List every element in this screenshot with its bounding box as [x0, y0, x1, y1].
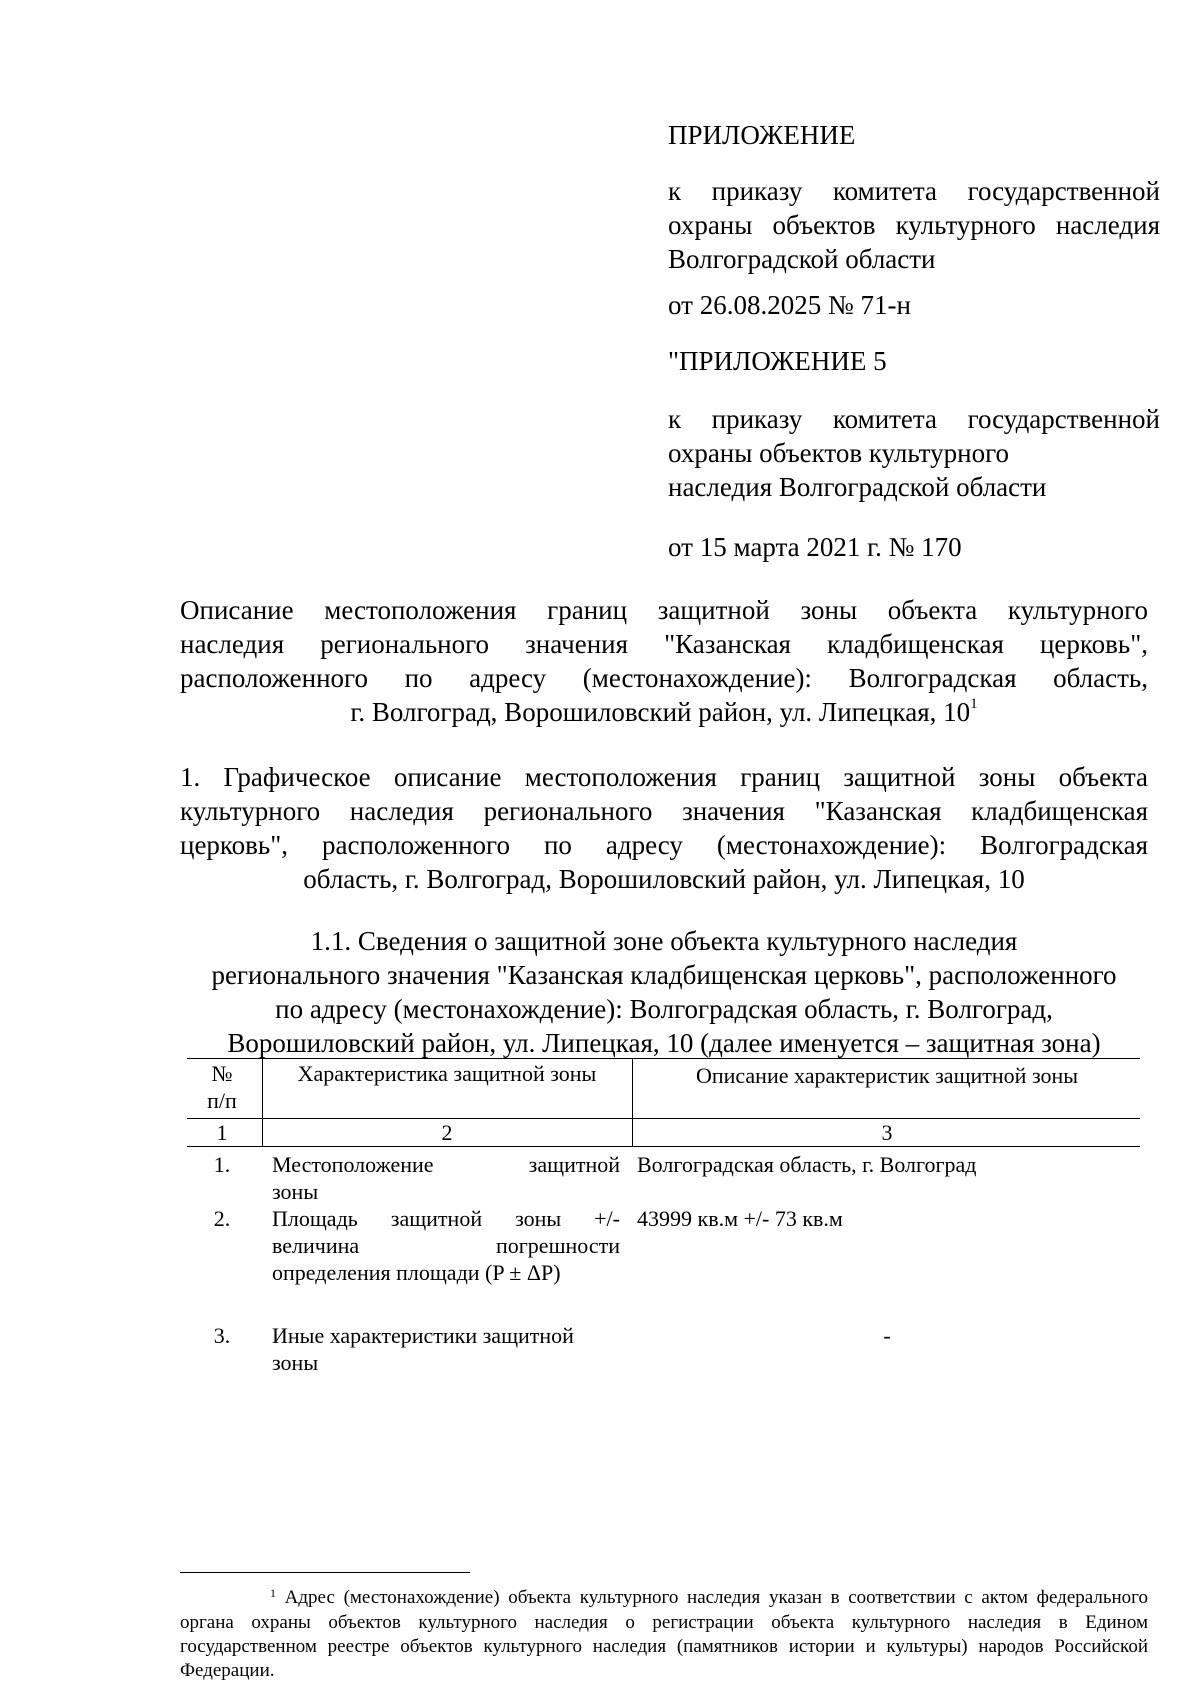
footnote-text: Адрес (местонахождение) объекта культурного наследия указан в соответствии с актом федерального	[284, 1587, 1148, 1608]
order-line: Волгоградской области	[668, 244, 936, 274]
table-row-characteristic	[272, 1151, 620, 1205]
appendix-heading: ПРИЛОЖЕНИЕ	[668, 120, 856, 150]
title-line-last	[180, 695, 1148, 729]
header-number	[187, 1060, 257, 1114]
header-number-line2: п/п	[207, 1088, 237, 1113]
table-row-number: 1.	[213, 1152, 231, 1177]
footnote-line	[180, 1586, 1148, 1611]
section-1-line: культурного наследия регионального значения "Казанская кладбищенская	[180, 796, 1148, 826]
table-row-description: -	[883, 1323, 891, 1348]
footnote-reference[interactable]: 1	[970, 696, 978, 712]
characteristic-line: зоны	[272, 1350, 319, 1375]
order-date: от 26.08.2025 № 71-н	[668, 290, 911, 320]
appendix-reference	[668, 402, 1160, 504]
table-row-number: 3.	[213, 1323, 231, 1348]
characteristic-line: Площадь защитной зоны +/-	[272, 1206, 620, 1231]
header-number-line1: №	[211, 1061, 233, 1086]
footnote-mark: 1	[270, 1586, 276, 1600]
section-1-1-line: Ворошиловский район, ул. Липецкая, 10 (далее именуется – защитная зона)	[227, 1028, 1101, 1058]
title-line: г. Волгоград, Ворошиловский район, ул. Липецкая, 10	[350, 697, 971, 727]
section-1-1-line: по адресу (местонахождение): Волгоградская область, г. Волгоград,	[275, 994, 1053, 1024]
table-row-characteristic	[272, 1205, 620, 1286]
title-line: Описание местоположения границ защитной зоны объекта культурного	[180, 595, 1148, 625]
table-row-number: 2.	[213, 1206, 231, 1231]
section-1-1-heading	[180, 924, 1148, 1060]
title-line: расположенного по адресу (местонахождение): Волгоградская область,	[180, 663, 1148, 693]
header-characteristic: Характеристика защитной зоны	[297, 1061, 597, 1086]
document-title	[180, 593, 1148, 729]
footnote-line: государственном реестре объектов культурного наследия (памятников истории и культуры) народов Российской	[180, 1636, 1148, 1657]
column-number-1: 1	[216, 1120, 228, 1145]
section-1-line: область, г. Волгоград, Ворошиловский район, ул. Липецкая, 10	[303, 864, 1025, 894]
section-1-line: церковь", расположенного по адресу (местонахождение): Волгоградская	[180, 830, 1148, 860]
appendix-line: к приказу комитета государственной	[668, 404, 1160, 434]
table-row-description: Волгоградская область, г. Волгоград	[637, 1152, 977, 1177]
appendix-line: наследия Волгоградской области	[668, 472, 1047, 502]
section-1-heading	[180, 760, 1148, 896]
section-1-1-line: регионального значения "Казанская кладбищенская церковь", расположенного	[211, 960, 1117, 990]
table-row-characteristic	[272, 1322, 620, 1376]
order-line: охраны объектов культурного наследия	[668, 210, 1160, 240]
column-number-2: 2	[441, 1120, 453, 1145]
footnote-separator	[180, 1572, 470, 1573]
characteristic-line: Местоположение защитной	[272, 1152, 620, 1177]
table-row-description: 43999 кв.м +/- 73 кв.м	[637, 1206, 843, 1231]
appendix-date: от 15 марта 2021 г. № 170	[668, 532, 962, 562]
characteristic-line: зоны	[272, 1179, 319, 1204]
column-number-3: 3	[881, 1120, 893, 1145]
column-number-separator	[187, 1146, 1140, 1147]
appendix-line: охраны объектов культурного	[668, 438, 1009, 468]
header-description: Описание характеристик защитной зоны	[695, 1063, 1079, 1088]
table-top-border	[187, 1058, 1140, 1059]
characteristic-line: Иные характеристики защитной	[272, 1323, 574, 1348]
section-1-line: 1. Графическое описание местоположения границ защитной зоны объекта	[180, 762, 1148, 792]
section-1-1-line: 1.1. Сведения о защитной зоне объекта культурного наследия	[310, 926, 1018, 956]
footnote	[180, 1586, 1148, 1683]
footnote-line: Федерации.	[180, 1660, 275, 1681]
order-line: к приказу комитета государственной	[668, 176, 1160, 206]
characteristic-line: величина погрешности	[272, 1233, 620, 1258]
order-reference	[668, 174, 1160, 276]
footnote-line: органа охраны объектов культурного наследия о регистрации объекта культурного наследия в Едином	[180, 1612, 1148, 1633]
title-line: наследия регионального значения "Казанская кладбищенская церковь",	[180, 629, 1148, 659]
column-divider	[632, 1058, 633, 1146]
characteristic-line: определения площади (P ± ΔP)	[272, 1260, 561, 1285]
appendix-5-heading: "ПРИЛОЖЕНИЕ 5	[668, 346, 887, 376]
